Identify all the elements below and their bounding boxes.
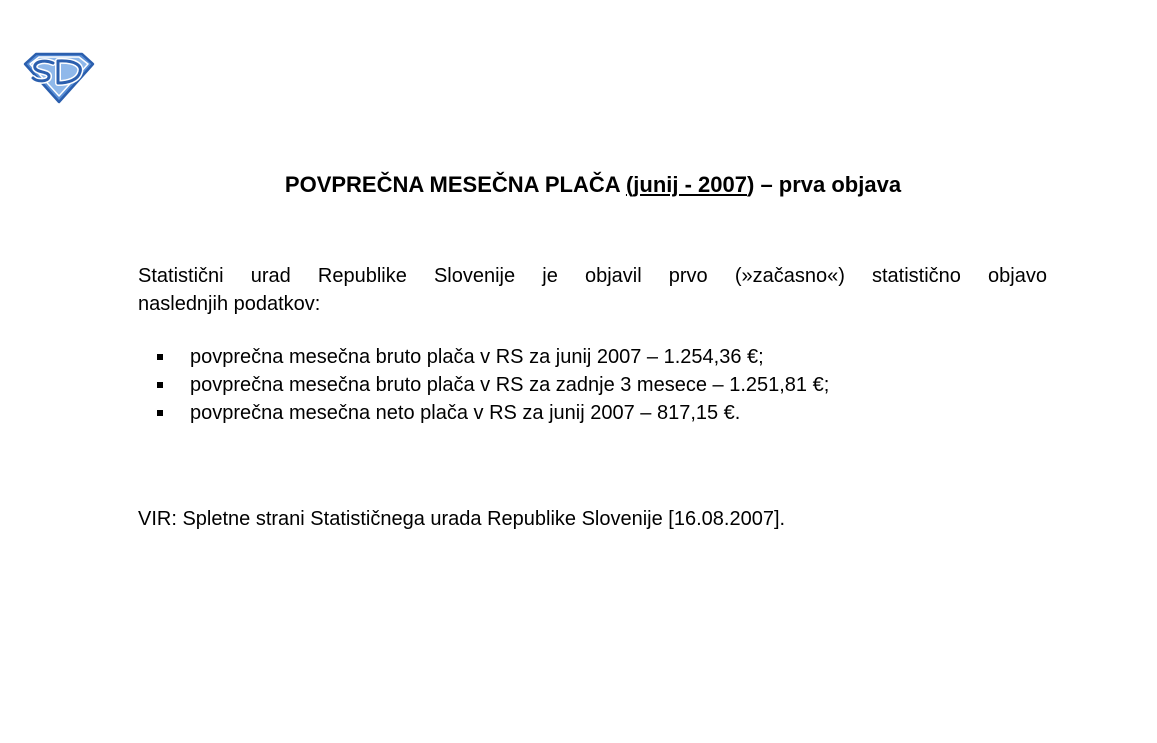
intro-line-1: Statistični urad Republike Slovenije je objavil prvo (»začasno«) statistično objavo [138,265,1047,287]
square-bullet-icon [157,354,163,360]
sd-shield-logo-icon [22,50,96,104]
square-bullet-icon [157,382,163,388]
list-item-text: povprečna mesečna neto plača v RS za junij 2007 – 817,15 €. [190,402,741,424]
list-item [155,371,829,399]
wage-list [155,343,829,427]
title-open-paren: ( [625,172,634,197]
intro-paragraph [138,262,1047,318]
list-item [155,399,829,427]
list-item-text: povprečna mesečna bruto plača v RS za zadnje 3 mesece – 1.251,81 €; [190,374,830,396]
title-main: POVPREČNA MESEČNA PLAČA [284,172,626,197]
title-period: junij - 2007 [633,172,747,197]
intro-line-2: naslednjih podatkov: [138,293,321,315]
title-suffix: ) – prva objava [747,172,902,197]
square-bullet-icon [157,410,163,416]
list-item [155,343,829,371]
page-title [0,172,1157,198]
title-underlined-period [626,172,747,197]
source-note: VIR: Spletne strani Statističnega urada Republike Slovenije [16.08.2007]. [138,508,786,530]
list-item-text: povprečna mesečna bruto plača v RS za junij 2007 – 1.254,36 €; [190,346,764,368]
